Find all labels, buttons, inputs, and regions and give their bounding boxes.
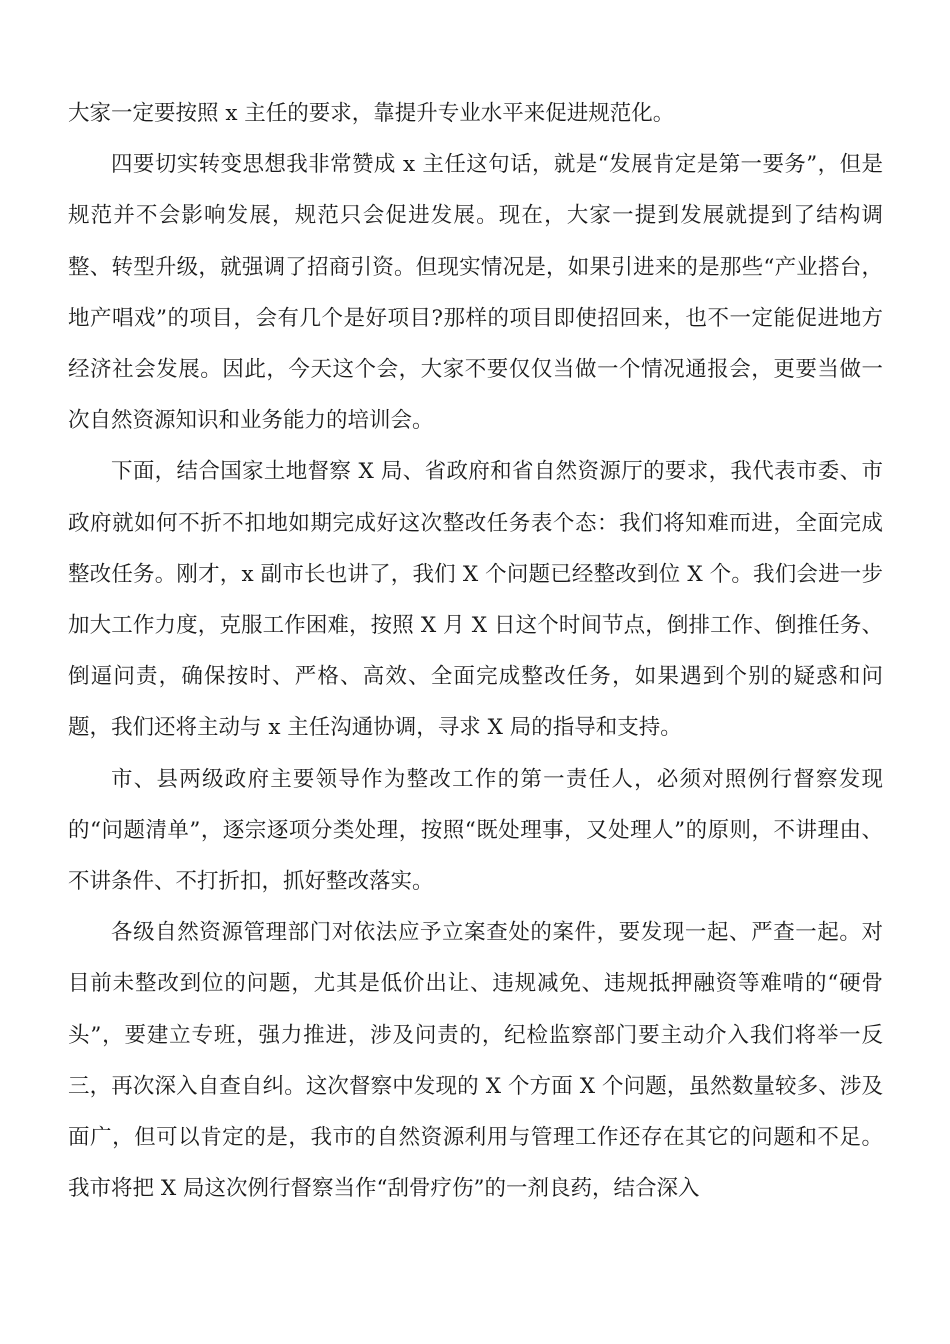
document-body — [68, 88, 883, 1214]
paragraph-2: 四要切实转变思想我非常赞成 x 主任这句话，就是“发展肯定是第一要务”，但是规范并不会影响发展，规范只会促进发展。现在，大家一提到发展就提到了结构调整、转型升级，就强调了招商引资。但现实情况是，如果引进来的是那些“产业搭台，地产唱戏”的项目，会有几个是好项目?那样的项目即使招回来，也不一定能促进地方经济社会发展。因此，今天这个会，大家不要仅仅当做一个情况通报会，更要当做一次自然资源知识和业务能力的培训会。 — [68, 152, 883, 434]
paragraph-4: 市、县两级政府主要领导作为整改工作的第一责任人，必须对照例行督察发现的“问题清单”，逐宗逐项分类处理，按照“既处理事，又处理人”的原则，不讲理由、不讲条件、不打折扣，抓好整改落实。 — [68, 766, 883, 895]
paragraph-3: 下面，结合国家土地督察 X 局、省政府和省自然资源厅的要求，我代表市委、市政府就如何不折不扣地如期完成好这次整改任务表个态：我们将知难而进，全面完成整改任务。刚才，x 副市长也讲了，我们 X 个问题已经整改到位 X 个。我们会进一步加大工作力度，克服工作困难，按照 X 月 X 日这个时间节点，倒排工作、倒推任务、倒逼问责，确保按时、严格、高效、全面完成整改任务，如果遇到个别的疑惑和问题，我们还将主动与 x 主任沟通协调，寻求 X 局的指导和支持。 — [68, 459, 883, 741]
paragraph-1: 大家一定要按照 x 主任的要求，靠提升专业水平来促进规范化。 — [68, 101, 675, 126]
paragraph-5: 各级自然资源管理部门对依法应予立案查处的案件，要发现一起、严查一起。对目前未整改到位的问题，尤其是低价出让、违规减免、违规抵押融资等难啃的“硬骨头”，要建立专班，强力推进，涉及问责的，纪检监察部门要主动介入我们将举一反三，再次深入自查自纠。这次督察中发现的 X 个方面 X 个问题，虽然数量较多、涉及面广，但可以肯定的是，我市的自然资源利用与管理工作还存在其它的问题和不足。我市将把 X 局这次例行督察当作“刮骨疗伤”的一剂良药，结合深入 — [68, 920, 883, 1202]
